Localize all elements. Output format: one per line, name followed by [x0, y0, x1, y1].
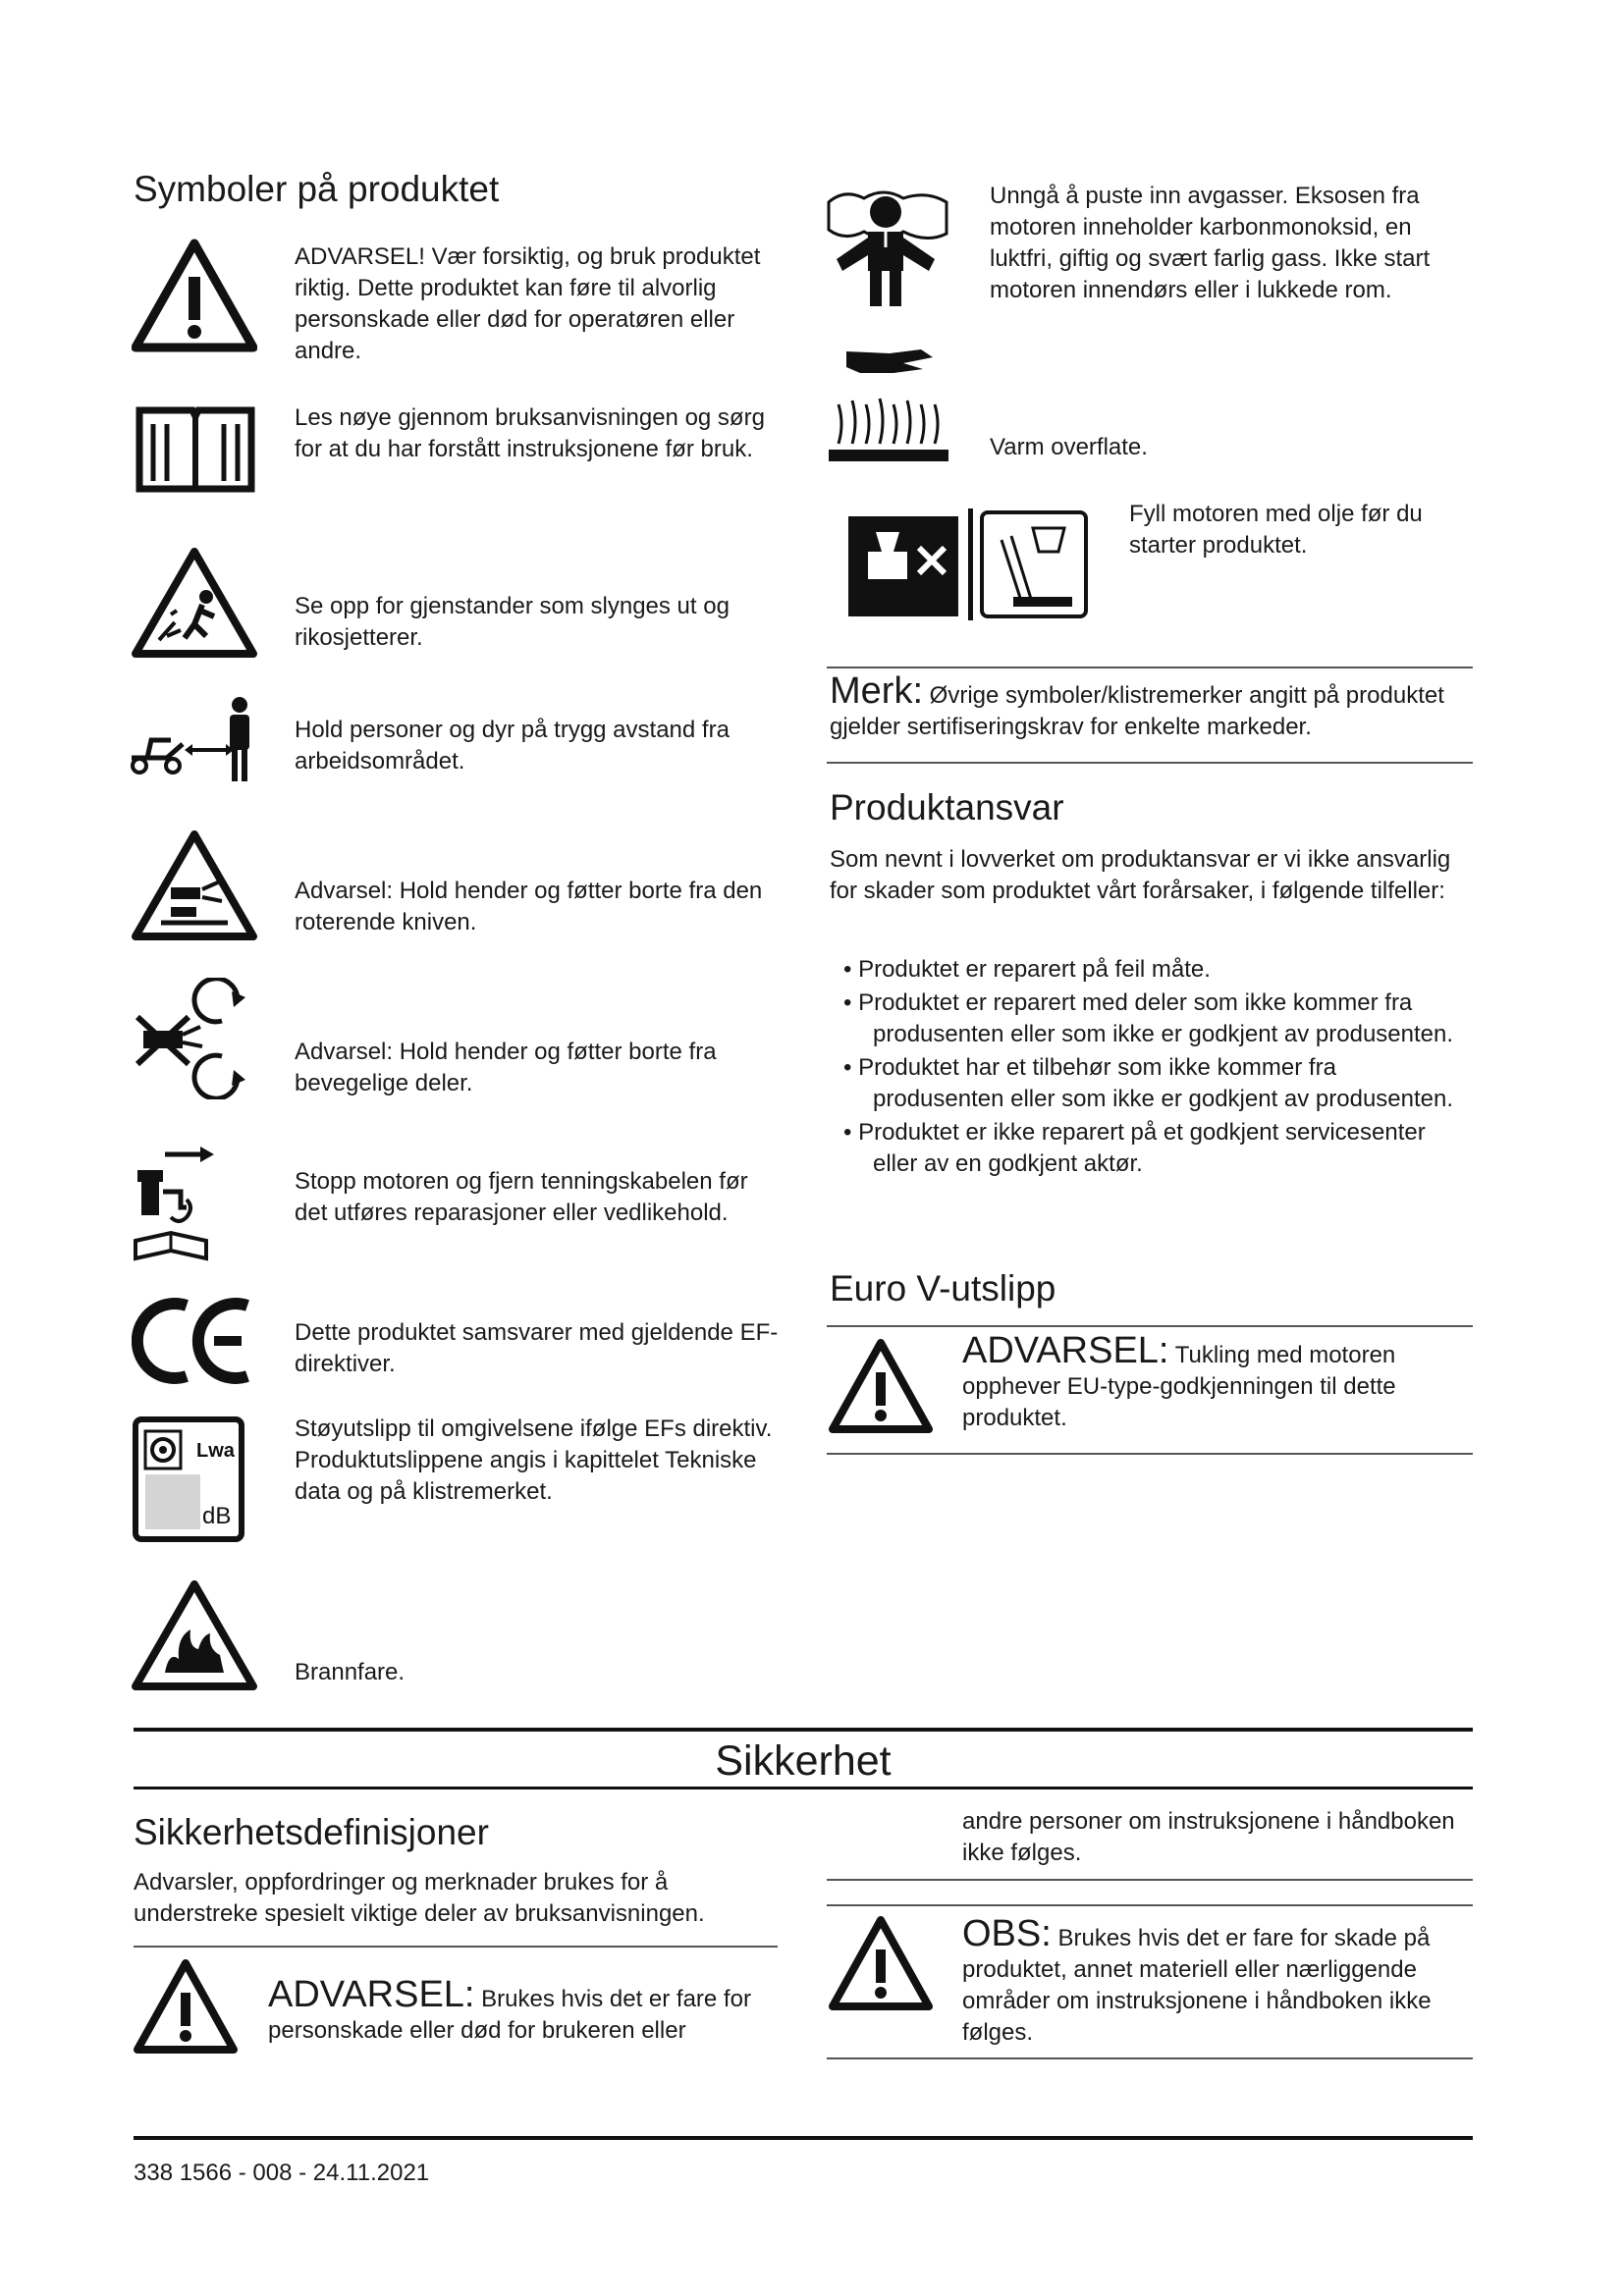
- ce-mark-icon: [132, 1294, 259, 1388]
- noise-label-icon: [132, 1415, 245, 1543]
- safety-caution-rule-top: [827, 1904, 1473, 1906]
- symbol-text-rotating-blade: Advarsel: Hold hender og føtter borte fra den roterende kniven.: [295, 878, 763, 935]
- safety-warning-rule-bottom: [827, 1879, 1473, 1881]
- symbol-text-ce: Dette produktet samsvarer med gjeldende EF-direktiver.: [295, 1319, 779, 1377]
- product-liability-heading: Produktansvar: [830, 787, 1064, 828]
- symbols-heading: Symboler på produktet: [134, 169, 500, 209]
- noise-label-top: Lwa: [196, 1440, 235, 1462]
- euro-v-warning-text: Tukling med motoren opphever EU-type-godkjenningen til dette produktet.: [962, 1342, 1396, 1431]
- safety-caution-text: Brukes hvis det er fare for skade på produktet, annet materiell eller nærliggende områder om instruksjonene i håndboken ikke følges.: [962, 1925, 1432, 2046]
- safety-caution-label: OBS:: [962, 1913, 1052, 1954]
- fire-hazard-icon: [132, 1578, 257, 1692]
- warning-triangle-icon: [132, 1957, 240, 2056]
- symbol-text-spark-plug: Stopp motoren og fjern tenningskabelen før det utføres reparasjoner eller vedlikehold.: [295, 1168, 748, 1226]
- exhaust-gas-icon: [825, 183, 952, 310]
- safety-rule-top: [134, 1728, 1473, 1732]
- warning-triangle-icon: [132, 238, 257, 353]
- symbol-text-thrown-objects: Se opp for gjenstander som slynges ut og rikosjetterer.: [295, 593, 730, 651]
- symbol-text-hot-surface: Varm overflate.: [990, 434, 1148, 460]
- safety-warning-continued: andre personer om instruksjonene i håndboken ikke følges.: [962, 1808, 1455, 1866]
- euro-v-rule-top: [827, 1325, 1473, 1327]
- symbol-text-manual: Les nøye gjennom bruksanvisningen og sørg for at du har forstått instruksjonene før bruk.: [295, 404, 765, 462]
- note-text: Øvrige symboler/klistremerker angitt på produktet gjelder sertifiseringskrav for enkelte markeder.: [830, 682, 1444, 740]
- thrown-objects-icon: [132, 546, 257, 660]
- safety-warning-rule-top: [134, 1946, 778, 1948]
- footer-doc-id: 338 1566 - 008 - 24.11.2021: [134, 2160, 430, 2186]
- note-rule-bottom: [827, 762, 1473, 764]
- euro-v-rule-bottom: [827, 1453, 1473, 1455]
- footer-rule: [134, 2136, 1473, 2140]
- safety-title: Sikkerhet: [715, 1737, 892, 1785]
- symbol-text-safe-distance: Hold personer og dyr på trygg avstand fra arbeidsområdet.: [295, 717, 730, 774]
- safety-warning: [268, 1974, 779, 2047]
- moving-parts-icon: [128, 978, 255, 1099]
- note-rule-top: [827, 667, 1473, 668]
- list-item: • Produktet er ikke reparert på et godkjent servicesenter eller av en godkjent aktør.: [830, 1117, 1458, 1180]
- safety-caution: [962, 1913, 1473, 2049]
- symbol-text-warning: ADVARSEL! Vær forsiktig, og bruk produktet riktig. Dette produktet kan føre til alvorlig personskade eller død for operatøren eller andre.: [295, 243, 761, 364]
- symbol-text-oil-fill: Fyll motoren med olje før du starter produktet.: [1129, 501, 1423, 559]
- spark-plug-icon: [132, 1139, 220, 1262]
- hot-surface-icon: [825, 344, 952, 467]
- safety-warning-label: ADVARSEL:: [268, 1974, 475, 2015]
- list-item: • Produktet er reparert på feil måte.: [830, 954, 1458, 986]
- list-item: • Produktet er reparert med deler som ikke kommer fra produsenten eller som ikke er godkjent av produsenten.: [830, 988, 1458, 1050]
- safety-definitions-intro: Advarsler, oppfordringer og merknader brukes for å understreke spesielt viktige deler av bruksanvisningen.: [134, 1869, 705, 1927]
- oil-fill-icon: [846, 503, 1092, 624]
- rotating-blade-icon: [132, 828, 257, 942]
- symbol-text-noise: Støyutslipp til omgivelsene ifølge EFs direktiv. Produktutslippene angis i kapittelet Tekniske data og på klistremerket.: [295, 1415, 773, 1505]
- symbol-text-moving-parts: Advarsel: Hold hender og føtter borte fra bevegelige deler.: [295, 1039, 717, 1096]
- warning-triangle-icon: [827, 1914, 935, 2012]
- note-label: Merk:: [830, 670, 923, 712]
- noise-label-bottom: dB: [202, 1503, 232, 1529]
- euro-v-heading: Euro V-utslipp: [830, 1268, 1056, 1308]
- product-liability-list: [830, 954, 1458, 1182]
- warning-triangle-icon: [827, 1337, 935, 1435]
- list-item: • Produktet har et tilbehør som ikke kommer fra produsenten eller som ikke er godkjent av produsenten.: [830, 1052, 1458, 1115]
- safety-caution-rule-bottom: [827, 2057, 1473, 2059]
- symbol-text-fire: Brannfare.: [295, 1659, 406, 1685]
- product-liability-intro: Som nevnt i lovverket om produktansvar er vi ikke ansvarlig for skader som produktet vårt forårsaker, i følgende tilfeller:: [830, 846, 1451, 904]
- symbol-text-exhaust: Unngå å puste inn avgasser. Eksosen fra motoren inneholder karbonmonoksid, en luktfri, giftig og svært farlig gass. Ikke start motoren innendørs eller i lukkede rom.: [990, 183, 1431, 303]
- safety-warning-text: Brukes hvis det er fare for personskade eller død for brukeren eller: [268, 1986, 751, 2044]
- manual-book-icon: [132, 399, 259, 497]
- euro-v-warning: [962, 1330, 1473, 1434]
- safety-definitions-heading: Sikkerhetsdefinisjoner: [134, 1812, 489, 1852]
- euro-v-warning-label: ADVARSEL:: [962, 1330, 1169, 1371]
- note-box: [830, 670, 1478, 743]
- safety-rule-bottom: [134, 1787, 1473, 1789]
- safe-distance-icon: [128, 695, 263, 783]
